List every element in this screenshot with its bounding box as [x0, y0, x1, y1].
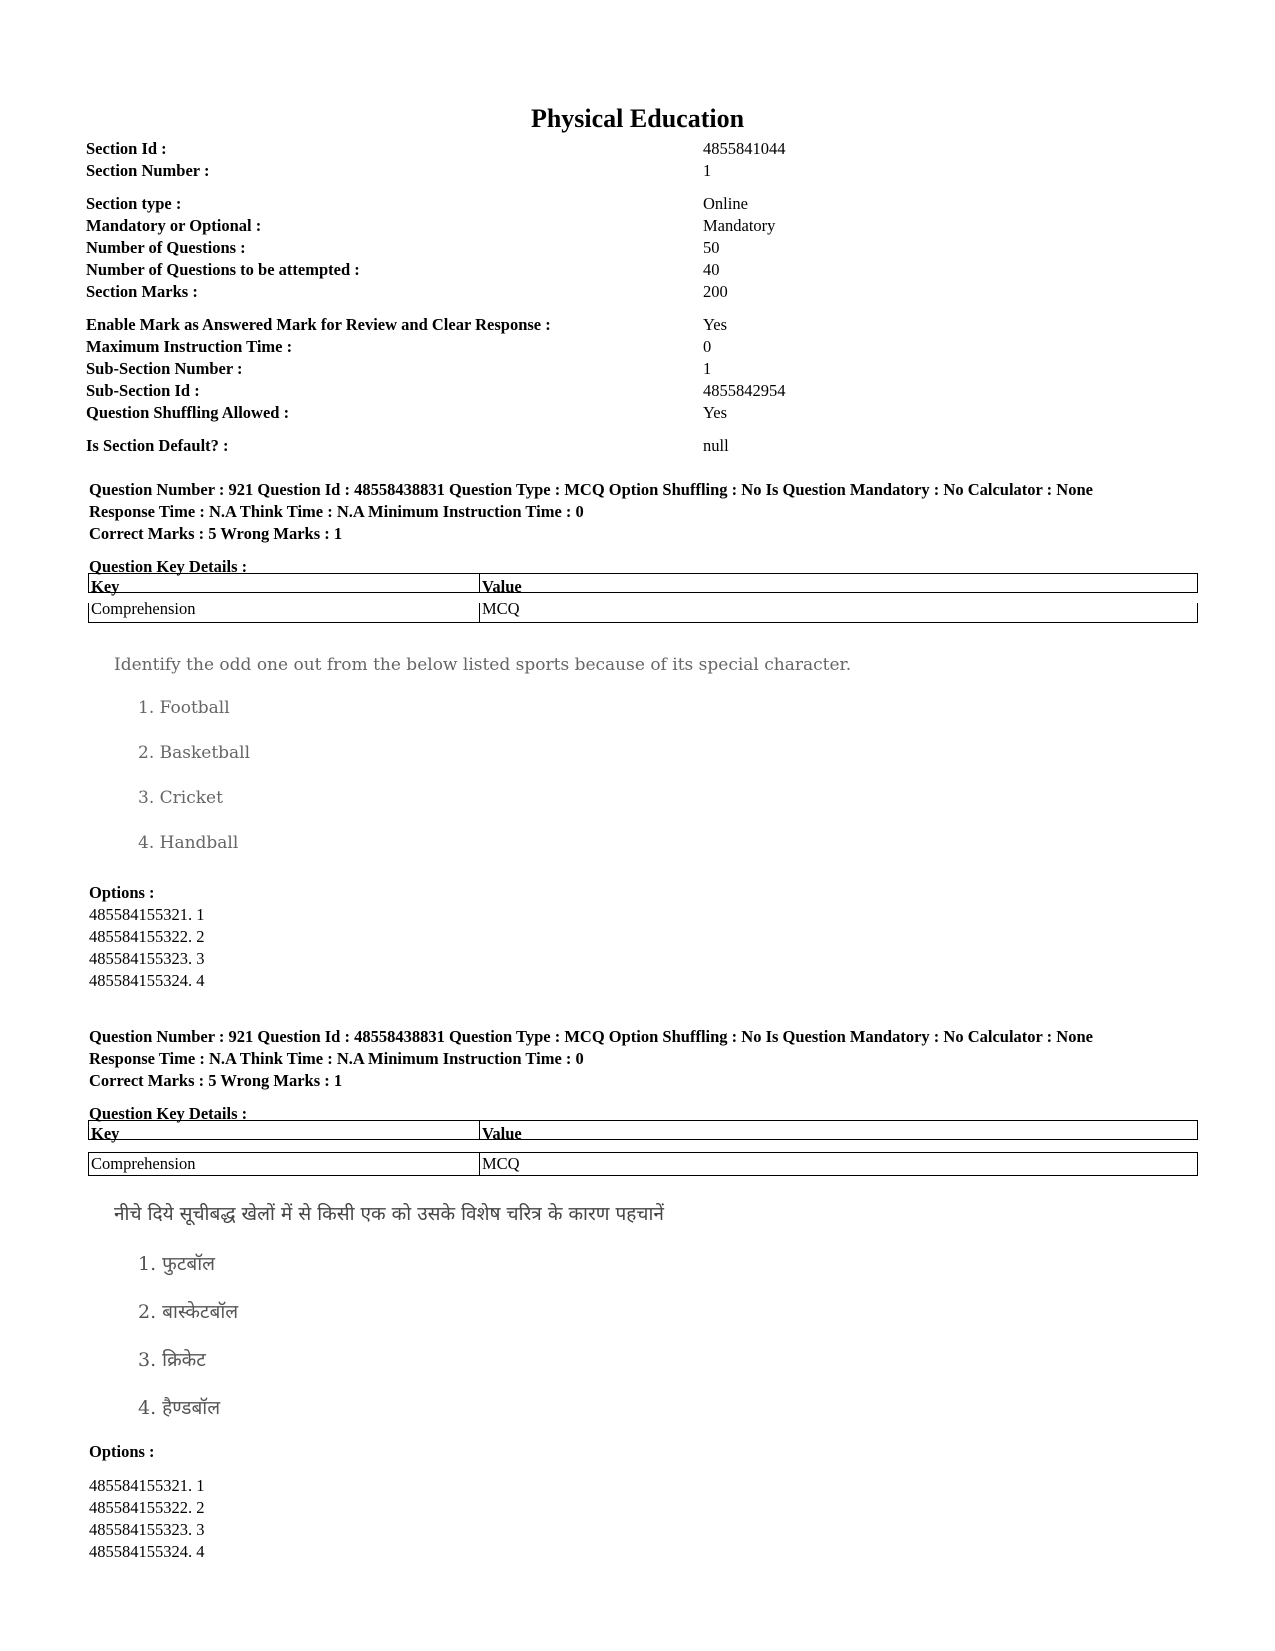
section-type-value: Online [703, 194, 748, 213]
options-label: Options : [89, 1442, 155, 1461]
question-option: 1. फुटबॉल [138, 1253, 216, 1275]
question-key-details-label: Question Key Details : [89, 1104, 248, 1123]
option-line: 485584155324. 4 [89, 1542, 205, 1561]
enable-mark-answered-label: Enable Mark as Answered Mark for Review and Clear Response : [86, 315, 551, 334]
mandatory-optional-value: Mandatory [703, 216, 776, 235]
option-line: 485584155323. 3 [89, 949, 205, 968]
questions-to-attempt-value: 40 [703, 260, 720, 279]
section-id-label: Section Id : [86, 139, 167, 158]
question-header-line3: Correct Marks : 5 Wrong Marks : 1 [89, 524, 343, 543]
is-section-default-value: null [703, 436, 729, 455]
question-header-line2: Response Time : N.A Think Time : N.A Minimum Instruction Time : 0 [89, 1049, 584, 1068]
question-key-table [88, 1120, 1198, 1176]
key-table-value-cell: MCQ [482, 599, 520, 618]
questions-to-attempt-label: Number of Questions to be attempted : [86, 260, 360, 279]
key-table-header-row [88, 573, 1198, 596]
section-marks-value: 200 [703, 282, 728, 301]
question-key-table [88, 573, 1198, 629]
question-option: 1. Football [138, 698, 230, 718]
number-of-questions-value: 50 [703, 238, 720, 257]
question-key-details-label: Question Key Details : [89, 557, 248, 576]
section-number-value: 1 [703, 161, 712, 180]
question-option: 3. Cricket [138, 788, 223, 808]
key-table-header-row [88, 1120, 1198, 1143]
key-table-row [88, 1152, 1198, 1176]
enable-mark-answered-value: Yes [703, 315, 728, 334]
question-header-line2: Response Time : N.A Think Time : N.A Minimum Instruction Time : 0 [89, 502, 584, 521]
key-table-key-header: Key [91, 1124, 120, 1143]
question-header-line1: Question Number : 921 Question Id : 48558438831 Question Type : MCQ Option Shuffling : No Is Question Mandatory : No Calculator : None [89, 1027, 1093, 1046]
key-table-value-header: Value [482, 577, 522, 596]
key-table-key-cell: Comprehension [91, 1154, 196, 1173]
key-table-row [88, 599, 1198, 623]
key-table-key-header: Key [91, 577, 120, 596]
is-section-default-label: Is Section Default? : [86, 436, 229, 455]
question-option: 3. क्रिकेट [138, 1349, 206, 1371]
question-shuffling-value: Yes [703, 403, 728, 422]
key-table-key-cell: Comprehension [91, 599, 196, 618]
option-line: 485584155321. 1 [89, 1476, 205, 1495]
section-type-label: Section type : [86, 194, 182, 213]
question-header-line1: Question Number : 921 Question Id : 48558438831 Question Type : MCQ Option Shuffling : No Is Question Mandatory : No Calculator : None [89, 480, 1093, 499]
question-header-line3: Correct Marks : 5 Wrong Marks : 1 [89, 1071, 343, 1090]
sub-section-id-value: 4855842954 [703, 381, 786, 400]
option-line: 485584155323. 3 [89, 1520, 205, 1539]
question-text: Identify the odd one out from the below listed sports because of its special character. [114, 655, 852, 675]
sub-section-number-label: Sub-Section Number : [86, 359, 243, 378]
option-line: 485584155324. 4 [89, 971, 205, 990]
question-shuffling-label: Question Shuffling Allowed : [86, 403, 290, 422]
section-marks-label: Section Marks : [86, 282, 198, 301]
question-text: नीचे दिये सूचीबद्ध खेलों में से किसी एक को उसके विशेष चरित्र के कारण पहचानें [114, 1203, 664, 1225]
options-label: Options : [89, 883, 155, 902]
sub-section-id-label: Sub-Section Id : [86, 381, 200, 400]
section-number-label: Section Number : [86, 161, 210, 180]
key-table-value-header: Value [482, 1124, 522, 1143]
number-of-questions-label: Number of Questions : [86, 238, 246, 257]
option-line: 485584155322. 2 [89, 1498, 205, 1517]
section-id-value: 4855841044 [703, 139, 786, 158]
page-title: Physical Education [530, 104, 745, 133]
option-line: 485584155321. 1 [89, 905, 205, 924]
max-instruction-time-value: 0 [703, 337, 712, 356]
question-option: 4. हैण्डबॉल [138, 1397, 221, 1419]
mandatory-optional-label: Mandatory or Optional : [86, 216, 262, 235]
key-table-value-cell: MCQ [482, 1154, 520, 1173]
option-line: 485584155322. 2 [89, 927, 205, 946]
max-instruction-time-label: Maximum Instruction Time : [86, 337, 293, 356]
sub-section-number-value: 1 [703, 359, 712, 378]
question-option: 4. Handball [138, 833, 239, 853]
question-option: 2. बास्केटबॉल [138, 1301, 239, 1323]
question-option: 2. Basketball [138, 743, 251, 763]
